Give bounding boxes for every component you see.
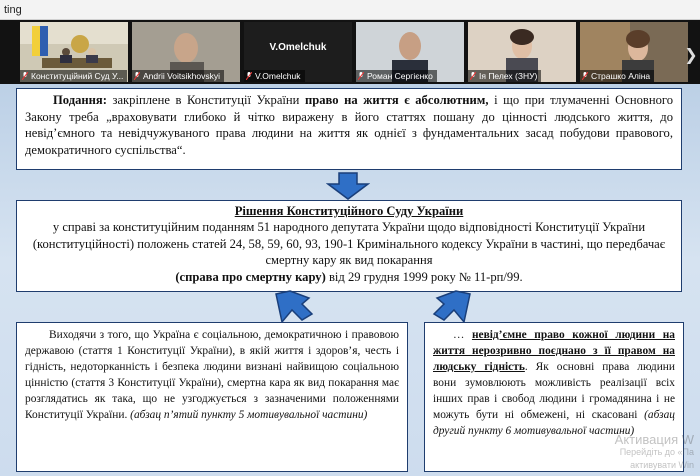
muted-mic-icon bbox=[582, 71, 588, 79]
court-decision-case bbox=[25, 269, 673, 285]
reasoning-text: . Як основні права людини вони зумовлюють можливість реалізації всіх інших прав і свобод людини і громадянина і не можуть бути ні обмежені, ні скасовані bbox=[433, 361, 675, 421]
muted-mic-icon bbox=[134, 71, 140, 79]
submission-bold-text: право на життя є абсолютним, bbox=[304, 93, 489, 107]
participant-tile[interactable] bbox=[580, 22, 688, 82]
next-participants-button[interactable]: ❯ bbox=[684, 45, 698, 64]
submission-lead: Подання: bbox=[53, 93, 107, 107]
participant-strip bbox=[0, 20, 700, 84]
participant-name-label: Роман Сергієнко bbox=[356, 70, 437, 82]
participant-name-label: Конституційний Суд У... bbox=[20, 70, 127, 82]
shared-slide bbox=[0, 84, 700, 476]
court-decision-title: Рішення Конституційного Суду України bbox=[234, 204, 464, 218]
submission-text-box bbox=[16, 88, 682, 170]
reasoning-reference: (абзац п’ятий пункту 5 мотивувальної частини) bbox=[127, 409, 368, 421]
muted-mic-icon bbox=[246, 71, 252, 79]
participant-name-label: V.Omelchuk bbox=[244, 70, 305, 82]
participant-name-label: Andrii Voitsikhovskyi bbox=[132, 70, 224, 82]
reasoning-text: Виходячи з того, що Україна є соціальною, демократичною і правовою державою (стаття 1 Конституції України), в якій життя і здоров’я, честь і гідність, недоторканність і безпека людини визнані найвищою соціальною цінністю (стаття 3 Конституції України), смертна кара як вид покарання має розглядатись як така, що не узгоджується з зазначеними положеннями Конституції України. bbox=[25, 329, 399, 421]
reasoning-bold-text: невід’ємне право кожної людини на життя нерозривно поєднано з її правом на людську гідність bbox=[433, 329, 675, 373]
participant-tile[interactable] bbox=[244, 22, 352, 82]
arrow-down-icon bbox=[326, 172, 370, 200]
window-title: ting bbox=[4, 4, 22, 16]
muted-mic-icon bbox=[22, 71, 28, 79]
court-decision-box bbox=[16, 200, 682, 292]
case-date: від 29 грудня 1999 року № 11-рп/99. bbox=[325, 269, 523, 284]
windows-activation-watermark: Активация W Перейдіть до «Па активувати Win bbox=[614, 432, 694, 470]
submission-text-2: і що при тлумаченні Основного Закону треба „враховувати глибоко й чітко виражену в його статтях пошану до цінності людського життя, до невід’ємного та невідчужуваного права людини на життя як однієї з фундаментальних засад побудови правового, демократичного суспільства“. bbox=[25, 93, 674, 157]
window-titlebar bbox=[0, 0, 700, 20]
arrow-down-right-icon bbox=[428, 290, 478, 324]
court-decision-body: у справі за конституційним поданням 51 народного депутата України щодо відповідності Конституції України (конституційності) положень статей 24, 58, 59, 60, 93, 190-1 Кримінального кодексу України в частині, що передбачає смертну кару як вид покарання bbox=[32, 220, 666, 268]
muted-mic-icon bbox=[358, 71, 364, 79]
participant-tile[interactable] bbox=[468, 22, 576, 82]
participant-tile[interactable] bbox=[132, 22, 240, 82]
participant-tile[interactable] bbox=[356, 22, 464, 82]
reasoning-prefix: … bbox=[453, 329, 472, 341]
reasoning-reference: (абзац другий пункту 6 мотивувальної частини) bbox=[433, 409, 676, 437]
submission-text-1: закріплене в Конституції України bbox=[106, 93, 305, 107]
muted-mic-icon bbox=[470, 71, 476, 79]
participant-name-label: Ія Пелех (ЗНУ) bbox=[468, 70, 541, 82]
participant-display-name: V.Omelchuk bbox=[269, 42, 327, 53]
arrow-down-left-icon bbox=[268, 290, 318, 324]
reasoning-paragraph-5-box bbox=[16, 322, 408, 472]
participant-tile[interactable] bbox=[20, 22, 128, 82]
participant-name-label: Страшко Аліна bbox=[580, 70, 654, 82]
case-name: (справа про смертну кару) bbox=[175, 269, 326, 284]
